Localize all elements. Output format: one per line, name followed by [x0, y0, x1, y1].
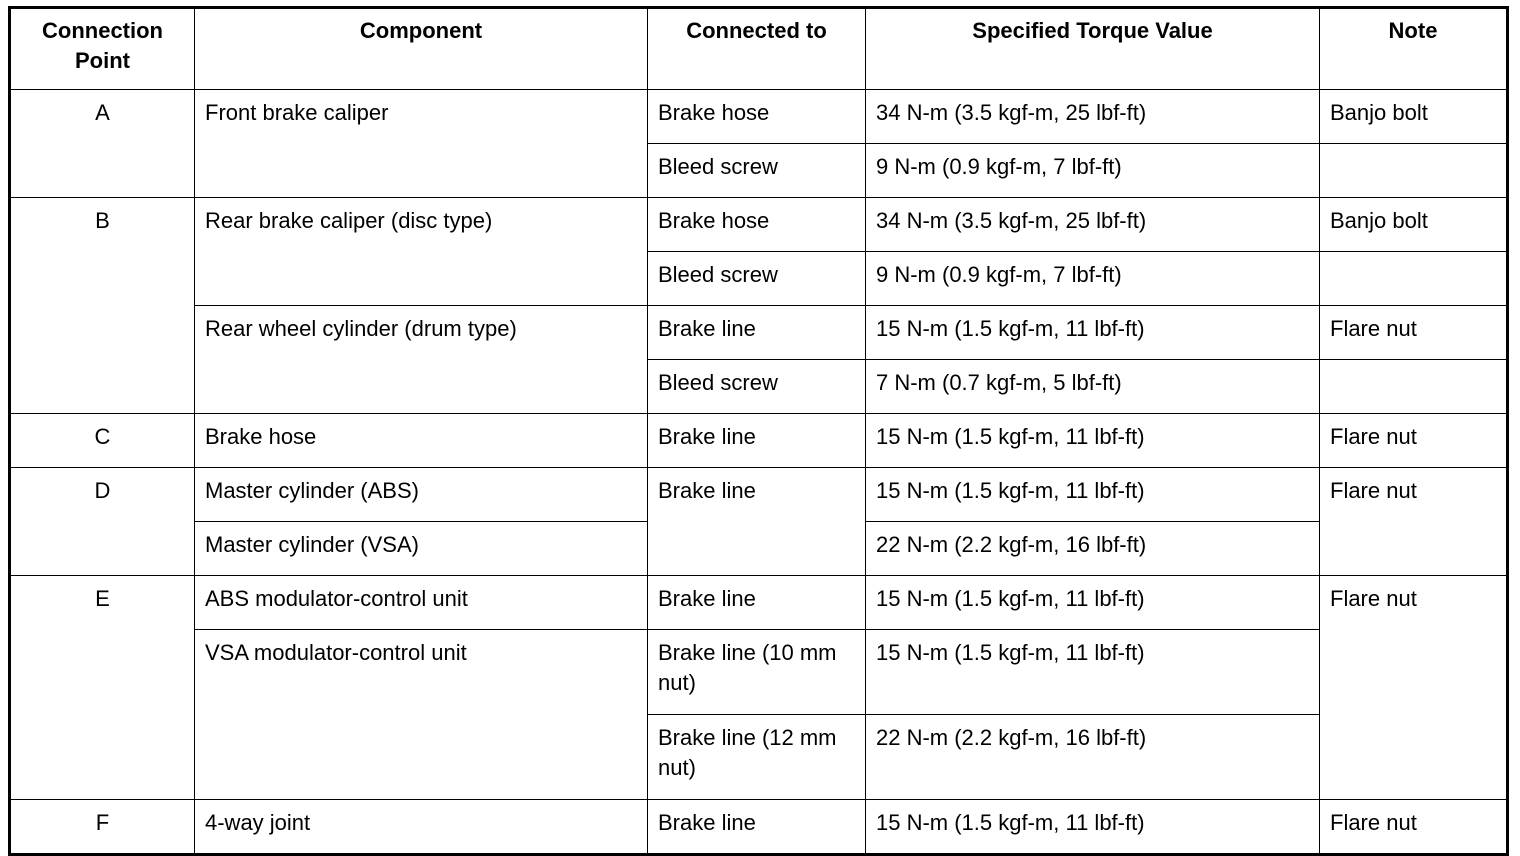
connected-to-cell: Brake hose — [648, 90, 866, 144]
torque-cell: 9 N-m (0.9 kgf-m, 7 lbf-ft) — [866, 144, 1320, 198]
component-cell: Rear wheel cylinder (drum type) — [195, 306, 648, 414]
table-row — [10, 800, 1508, 855]
table-row — [10, 630, 1508, 715]
connection-point-cell: E — [10, 576, 195, 800]
connection-point-cell: A — [10, 90, 195, 198]
component-cell: Brake hose — [195, 414, 648, 468]
note-cell: Banjo bolt — [1320, 198, 1508, 252]
torque-cell: 7 N-m (0.7 kgf-m, 5 lbf-ft) — [866, 360, 1320, 414]
torque-spec-table — [8, 6, 1509, 856]
note-cell — [1320, 360, 1508, 414]
note-cell: Flare nut — [1320, 800, 1508, 855]
connection-point-cell: B — [10, 198, 195, 414]
component-cell: VSA modulator-control unit — [195, 630, 648, 800]
table-row — [10, 576, 1508, 630]
component-cell: Front brake caliper — [195, 90, 648, 198]
table-row — [10, 306, 1508, 360]
connection-point-cell: F — [10, 800, 195, 855]
component-cell: Master cylinder (ABS) — [195, 468, 648, 522]
connected-to-cell: Brake line — [648, 468, 866, 576]
header-torque: Specified Torque Value — [866, 8, 1320, 90]
header-note: Note — [1320, 8, 1508, 90]
table-row — [10, 414, 1508, 468]
connection-point-cell: C — [10, 414, 195, 468]
torque-cell: 15 N-m (1.5 kgf-m, 11 lbf-ft) — [866, 306, 1320, 360]
connected-to-cell: Brake line — [648, 306, 866, 360]
torque-cell: 9 N-m (0.9 kgf-m, 7 lbf-ft) — [866, 252, 1320, 306]
header-connected-to: Connected to — [648, 8, 866, 90]
connected-to-cell: Brake hose — [648, 198, 866, 252]
note-cell: Banjo bolt — [1320, 90, 1508, 144]
table-row — [10, 90, 1508, 144]
torque-cell: 22 N-m (2.2 kgf-m, 16 lbf-ft) — [866, 715, 1320, 800]
table-row — [10, 468, 1508, 522]
table-header-row — [10, 8, 1508, 90]
torque-cell: 15 N-m (1.5 kgf-m, 11 lbf-ft) — [866, 414, 1320, 468]
component-cell: Rear brake caliper (disc type) — [195, 198, 648, 306]
connected-to-cell: Brake line — [648, 800, 866, 855]
header-component: Component — [195, 8, 648, 90]
torque-cell: 34 N-m (3.5 kgf-m, 25 lbf-ft) — [866, 90, 1320, 144]
torque-cell: 34 N-m (3.5 kgf-m, 25 lbf-ft) — [866, 198, 1320, 252]
component-cell: 4-way joint — [195, 800, 648, 855]
connected-to-cell: Brake line — [648, 576, 866, 630]
torque-cell: 15 N-m (1.5 kgf-m, 11 lbf-ft) — [866, 630, 1320, 715]
connection-point-cell: D — [10, 468, 195, 576]
component-cell: Master cylinder (VSA) — [195, 522, 648, 576]
connected-to-cell: Bleed screw — [648, 252, 866, 306]
table-row — [10, 198, 1508, 252]
note-cell: Flare nut — [1320, 468, 1508, 576]
torque-cell: 15 N-m (1.5 kgf-m, 11 lbf-ft) — [866, 468, 1320, 522]
connected-to-cell: Bleed screw — [648, 360, 866, 414]
note-cell — [1320, 144, 1508, 198]
note-cell: Flare nut — [1320, 306, 1508, 360]
header-connection-point: Connection Point — [10, 8, 195, 90]
torque-cell: 15 N-m (1.5 kgf-m, 11 lbf-ft) — [866, 800, 1320, 855]
connected-to-cell: Brake line (12 mm nut) — [648, 715, 866, 800]
connected-to-cell: Bleed screw — [648, 144, 866, 198]
torque-spec-table-container — [8, 6, 1509, 856]
torque-cell: 22 N-m (2.2 kgf-m, 16 lbf-ft) — [866, 522, 1320, 576]
note-cell: Flare nut — [1320, 576, 1508, 800]
connected-to-cell: Brake line — [648, 414, 866, 468]
note-cell: Flare nut — [1320, 414, 1508, 468]
component-cell: ABS modulator-control unit — [195, 576, 648, 630]
note-cell — [1320, 252, 1508, 306]
torque-cell: 15 N-m (1.5 kgf-m, 11 lbf-ft) — [866, 576, 1320, 630]
connected-to-cell: Brake line (10 mm nut) — [648, 630, 866, 715]
